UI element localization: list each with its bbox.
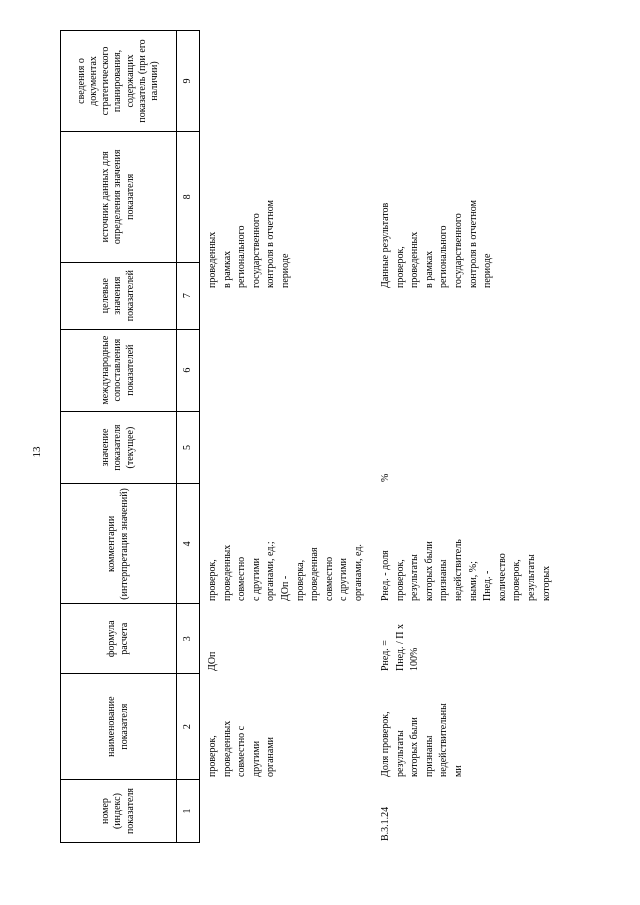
row1-source: проведенных в рамках регионального государственного контроля в отчетном периоде [207, 200, 291, 288]
col-number-1: 1 [177, 780, 200, 843]
col-header-formula: формула расчета [61, 604, 177, 674]
row1-formula: ДОп [207, 651, 218, 671]
col-header-comment: комментарии (интерпретация значений) [61, 484, 177, 604]
row2-formula: Рнед. = Пнед. / П x 100% [380, 624, 421, 671]
col-header-target: целевые значения показателей [61, 262, 177, 329]
row2-source: Данные результатов проверок, проведенных в рамках регионального государственного контроля в отчетном периоде [380, 200, 494, 288]
col-header-source: источник данных для определения значения показателя [61, 131, 177, 262]
indicator-table-header [60, 30, 200, 843]
col-number-9: 9 [177, 31, 200, 132]
page-number: 13 [31, 446, 43, 458]
row1-name: проверок, проведенных совместно с другими органами [207, 720, 277, 777]
col-number-4: 4 [177, 484, 200, 604]
col-header-international: международные сопоставления показателей [61, 329, 177, 411]
table-body [200, 30, 552, 843]
col-header-index: номер (индекс) показателя [61, 780, 177, 843]
col-number-7: 7 [177, 262, 200, 329]
col-header-name: наименование показателя [61, 674, 177, 780]
row2-value: % [380, 473, 391, 482]
column-number-row [177, 31, 200, 843]
row2-index: В.3.1.24 [380, 806, 391, 841]
row2-comment: Рнед. - доля проверок, результаты которых были признаны недействитель ными, %; Пнед. - количество проверок, результаты которых [380, 539, 552, 601]
col-header-value: значение показателя (текущее) [61, 411, 177, 484]
col-number-5: 5 [177, 411, 200, 484]
col-number-6: 6 [177, 329, 200, 411]
rotated-table-frame [60, 30, 552, 843]
row1-comment: проверок, проведенных совместно с другими органами, ед.; ДОп - проверка, проведенная совместно с другими органами, ед. [207, 541, 364, 601]
header-row [61, 31, 177, 843]
col-number-2: 2 [177, 674, 200, 780]
row2-name: Доля проверок, результаты которых были признаны недействительны ми [380, 703, 464, 777]
col-number-8: 8 [177, 131, 200, 262]
col-number-3: 3 [177, 604, 200, 674]
col-header-documents: сведения о документах стратегического планирования, содержащих показатель (при его наличии) [61, 31, 177, 132]
